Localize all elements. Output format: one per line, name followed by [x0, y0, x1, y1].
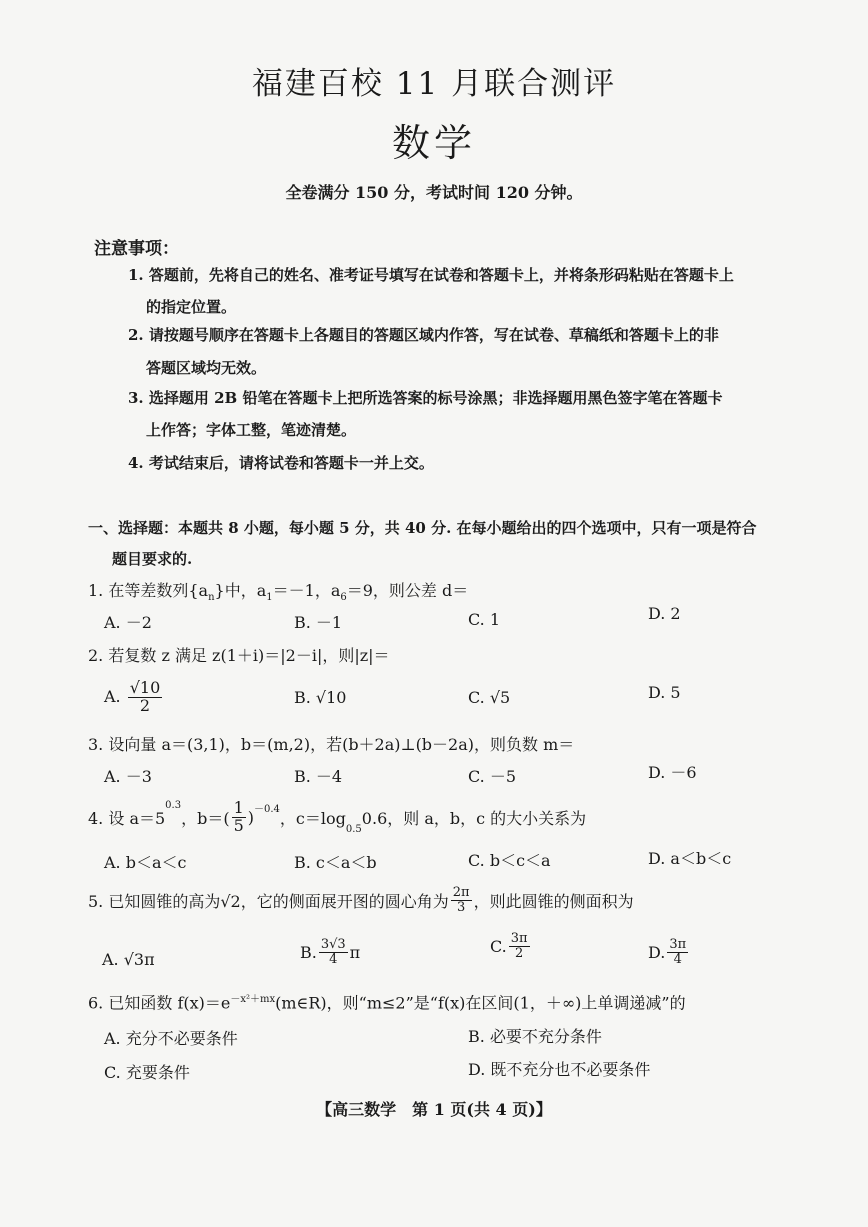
question-2-stem: 2. 若复数 z 满足 z(1＋i)＝|2－i|，则|z|＝ — [88, 646, 390, 665]
question-1-stem: 1. 在等差数列$\{a_n\}$中，$a_1=-1$，$a_6=9$，则公差 d＝ — [88, 581, 469, 604]
q1-option-d: D. 2 — [648, 604, 681, 623]
notice-line: 1. 答题前，先将自己的姓名、准考证号填写在试卷和答题卡上，并将条形码粘贴在答题卡上 — [128, 266, 734, 284]
q4-option-b: B. c＜a＜b — [294, 853, 377, 872]
q5-option-b: B. $\frac{3√3}{4}$ π — [300, 937, 361, 967]
exam-subject: 数学 — [391, 121, 476, 165]
question-6-stem: 6. 已知函数 $f(x)=e^{-x^2+mx}(m\in R)$，则“m≤2”是“f(x)在区间(1，＋∞)上单调递减”的 — [88, 993, 686, 1013]
section-heading-cont: 题目要求的. — [112, 550, 193, 568]
exam-title: 福建百校 11 月联合测评 — [251, 66, 617, 102]
q3-option-d: D. －6 — [648, 763, 697, 782]
notice-line: 的指定位置。 — [146, 298, 237, 316]
page-footer: 【高三数学 第 1 页(共 4 页)】 — [316, 1100, 552, 1119]
notice-line: 3. 选择题用 2B 铅笔在答题卡上把所选答案的标号涂黑；非选择题用黑色签字笔在答题卡 — [128, 389, 723, 407]
q1-option-c: C. 1 — [468, 610, 501, 629]
q4-option-c: C. b＜c＜a — [468, 851, 551, 870]
q3-option-a: A. －3 — [104, 767, 152, 786]
notice-line: 上作答；字体工整，笔迹清楚。 — [146, 421, 357, 439]
q1-option-a: A. －2 — [104, 613, 152, 632]
q6-option-d: D. 既不充分也不必要条件 — [468, 1060, 651, 1079]
section-heading: 一、选择题：本题共 8 小题，每小题 5 分，共 40 分. 在每小题给出的四个选项中，只有一项是符合 — [88, 519, 757, 537]
notice-line: 答题区域均无效。 — [146, 359, 267, 377]
q5-option-a: A. √3π — [102, 950, 155, 969]
question-5-stem: 5. 已知圆锥的高为√2，它的侧面展开图的圆心角为 $\frac{2\pi}{3}$ ，则此圆锥的侧面积为 — [88, 885, 634, 915]
q2-option-b: B. √10 — [294, 688, 347, 707]
q4-option-a: A. b＜a＜c — [104, 853, 187, 872]
q4-option-d: D. a＜b＜c — [648, 849, 732, 868]
q6-option-a: A. 充分不必要条件 — [104, 1029, 238, 1048]
score-line: 全卷满分 150 分，考试时间 120 分钟。 — [285, 183, 583, 202]
q5-option-c: C. $\frac{3\pi}{2}$ — [490, 931, 528, 961]
notice-line: 4. 考试结束后，请将试卷和答题卡一并上交。 — [128, 454, 434, 472]
q3-option-c: C. －5 — [468, 767, 517, 786]
question-3-stem: 3. 设向量 a＝(3,1)，b＝(m,2)，若(b＋2a)⊥(b－2a)，则负数 m＝ — [88, 735, 575, 754]
q6-option-b: B. 必要不充分条件 — [468, 1027, 602, 1046]
notice-heading: 注意事项： — [94, 239, 179, 259]
q2-option-a: A. $\frac{√10}{2}$ — [104, 678, 161, 715]
q2-option-c: C. √5 — [468, 688, 511, 707]
q5-option-d: D. $\frac{3\pi}{4}$ — [648, 937, 687, 967]
q6-option-c: C. 充要条件 — [104, 1063, 190, 1082]
question-4-stem: 4. 设 a＝5 $^{0.3}$ ，b＝( $\frac{1}{5}$ ) $^{-0.4}$ ，c＝log $_{0.5}$ 0.6，则 a，b，c 的大小关系为 — [88, 798, 587, 835]
q2-option-d: D. 5 — [648, 683, 681, 702]
q3-option-b: B. －4 — [294, 767, 343, 786]
notice-line: 2. 请按题号顺序在答题卡上各题目的答题区域内作答，写在试卷、草稿纸和答题卡上的非 — [128, 326, 719, 344]
q1-option-b: B. －1 — [294, 613, 343, 632]
